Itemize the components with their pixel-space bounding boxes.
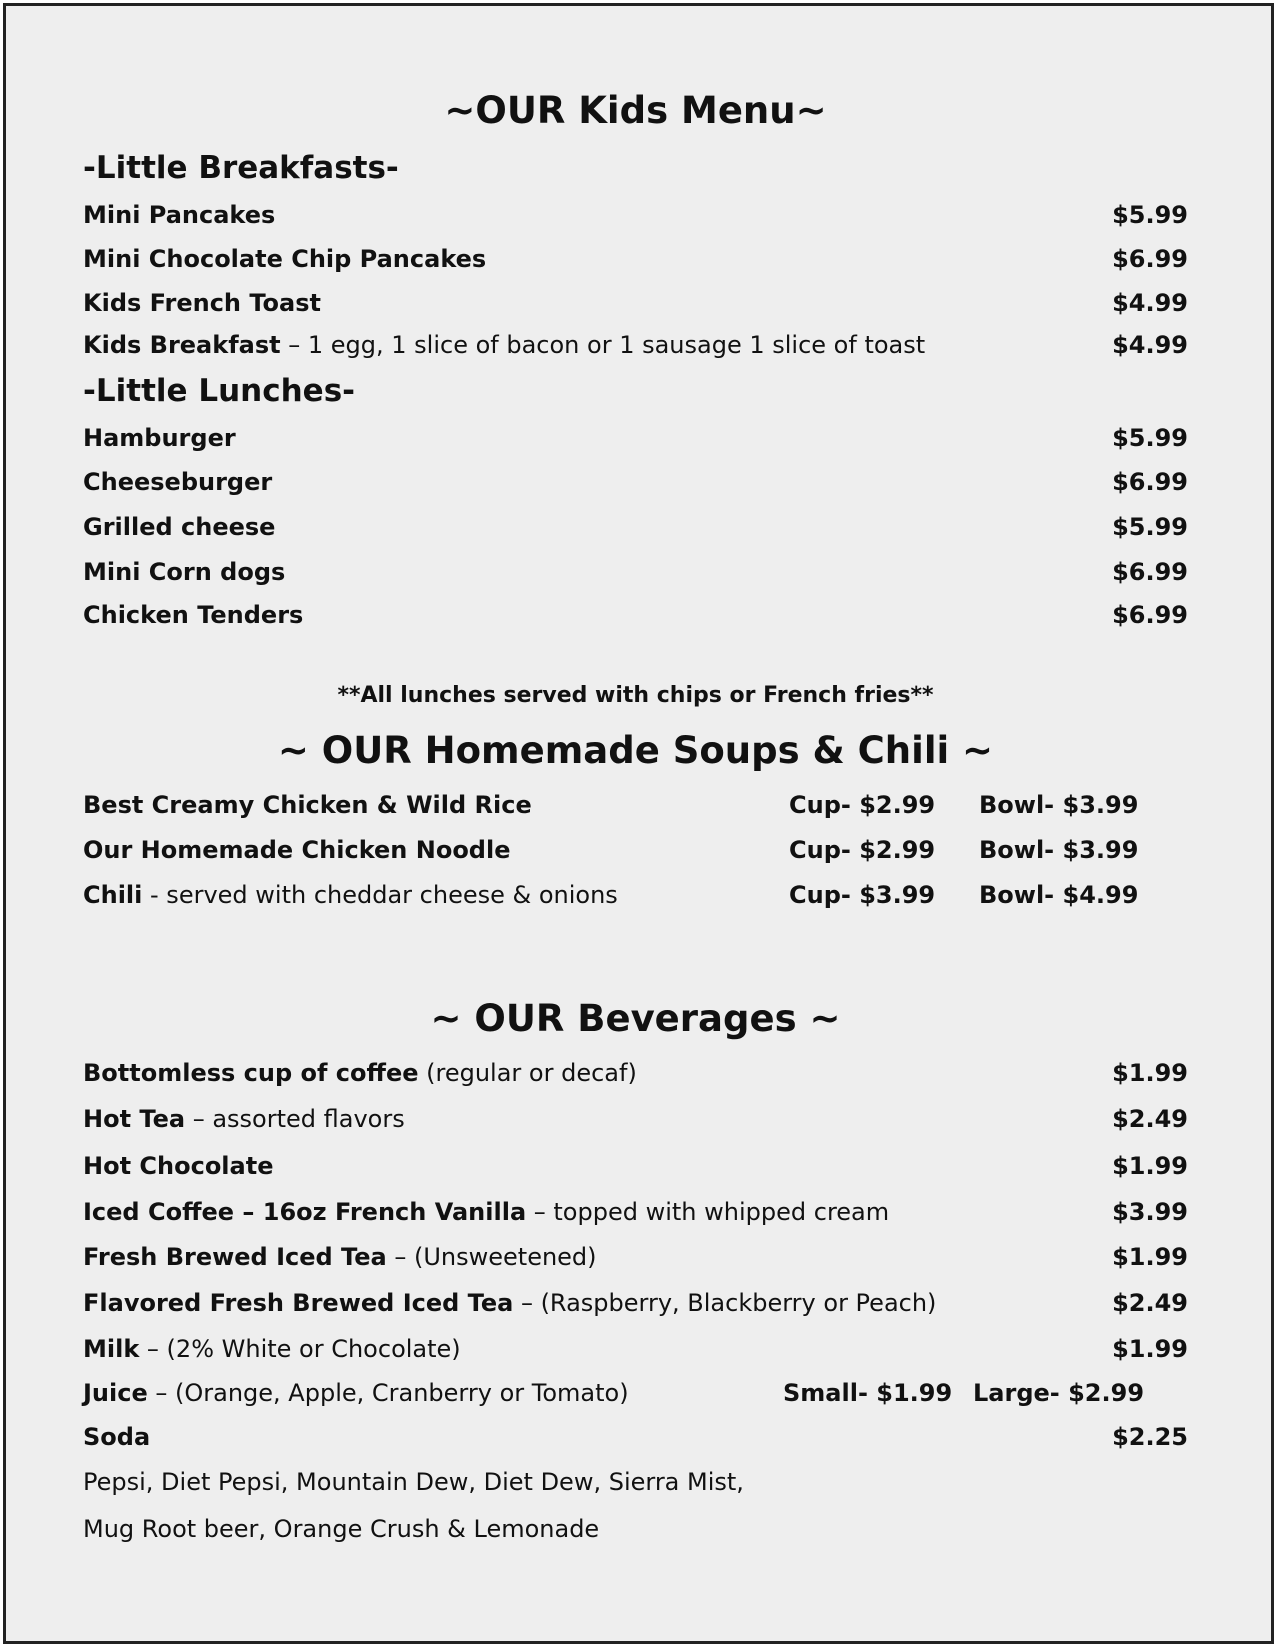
bowl-price: Bowl- $4.99: [979, 881, 1139, 909]
item-name: Hot Chocolate: [83, 1152, 274, 1180]
item-name: Mini Pancakes: [83, 201, 276, 229]
cup-price: Cup- $2.99: [789, 791, 936, 819]
item-description: – (Raspberry, Blackberry or Peach): [513, 1289, 937, 1317]
bowl-price: Bowl- $3.99: [979, 791, 1139, 819]
item-name: Juice: [83, 1379, 148, 1407]
item-name: Hamburger: [83, 424, 236, 452]
item-price: $1.99: [1112, 1243, 1188, 1271]
item-price: $2.25: [1112, 1423, 1188, 1451]
item-description: – topped with whipped cream: [526, 1198, 890, 1226]
kids-menu-title: ~OUR Kids Menu~: [444, 89, 827, 132]
little-lunches-heading: -Little Lunches-: [83, 373, 356, 409]
item-price: $4.99: [1112, 289, 1188, 317]
cup-price: Cup- $3.99: [789, 881, 936, 909]
item-price: $3.99: [1112, 1198, 1188, 1226]
item-name: Kids French Toast: [83, 289, 321, 317]
item-description: – assorted flavors: [185, 1105, 405, 1133]
item-name: Soda: [83, 1423, 151, 1451]
item-description: – 1 egg, 1 slice of bacon or 1 sausage 1 slice of toast: [280, 331, 926, 359]
item-name: Fresh Brewed Iced Tea: [83, 1243, 387, 1271]
item-name: Iced Coffee – 16oz French Vanilla: [83, 1198, 527, 1226]
item-name: Milk: [83, 1335, 140, 1363]
item-description: – (Unsweetened): [386, 1243, 597, 1271]
menu-page: [3, 3, 1274, 1644]
item-price: $5.99: [1112, 424, 1188, 452]
item-price: $6.99: [1112, 468, 1188, 496]
item-price: $6.99: [1112, 558, 1188, 586]
item-name: Chili: [83, 881, 143, 909]
item-description: - served with cheddar cheese & onions: [142, 881, 618, 909]
item-name: Flavored Fresh Brewed Iced Tea: [83, 1289, 514, 1317]
item-description: (regular or decaf): [418, 1059, 637, 1087]
item-price: $6.99: [1112, 601, 1188, 629]
item-name: Kids Breakfast: [83, 331, 281, 359]
little-breakfasts-heading: -Little Breakfasts-: [83, 150, 399, 186]
item-name: Mini Chocolate Chip Pancakes: [83, 245, 487, 273]
item-price: $5.99: [1112, 201, 1188, 229]
item-price: $4.99: [1112, 331, 1188, 359]
item-description: – (2% White or Chocolate): [139, 1335, 461, 1363]
item-price: $1.99: [1112, 1152, 1188, 1180]
large-price: Large- $2.99: [973, 1379, 1145, 1407]
menu-content: [83, 6, 1188, 1641]
item-name: Our Homemade Chicken Noodle: [83, 836, 511, 864]
item-name: Best Creamy Chicken & Wild Rice: [83, 791, 532, 819]
item-name: Cheeseburger: [83, 468, 273, 496]
item-name: Grilled cheese: [83, 513, 276, 541]
item-price: $2.49: [1112, 1289, 1188, 1317]
soda-flavors-line-2: Mug Root beer, Orange Crush & Lemonade: [83, 1515, 600, 1543]
item-name: Mini Corn dogs: [83, 558, 286, 586]
item-price: $2.49: [1112, 1105, 1188, 1133]
item-price: $6.99: [1112, 245, 1188, 273]
item-name: Chicken Tenders: [83, 601, 304, 629]
item-description: – (Orange, Apple, Cranberry or Tomato): [147, 1379, 629, 1407]
soups-title: ~ OUR Homemade Soups & Chili ~: [277, 729, 994, 772]
cup-price: Cup- $2.99: [789, 836, 936, 864]
item-name: Hot Tea: [83, 1105, 186, 1133]
small-price: Small- $1.99: [783, 1379, 953, 1407]
bowl-price: Bowl- $3.99: [979, 836, 1139, 864]
item-price: $5.99: [1112, 513, 1188, 541]
beverages-title: ~ OUR Beverages ~: [430, 997, 841, 1040]
soda-flavors-line-1: Pepsi, Diet Pepsi, Mountain Dew, Diet Dew, Sierra Mist,: [83, 1468, 744, 1496]
lunch-note: **All lunches served with chips or French fries**: [337, 683, 934, 708]
item-name: Bottomless cup of coffee: [83, 1059, 419, 1087]
item-price: $1.99: [1112, 1059, 1188, 1087]
item-price: $1.99: [1112, 1335, 1188, 1363]
